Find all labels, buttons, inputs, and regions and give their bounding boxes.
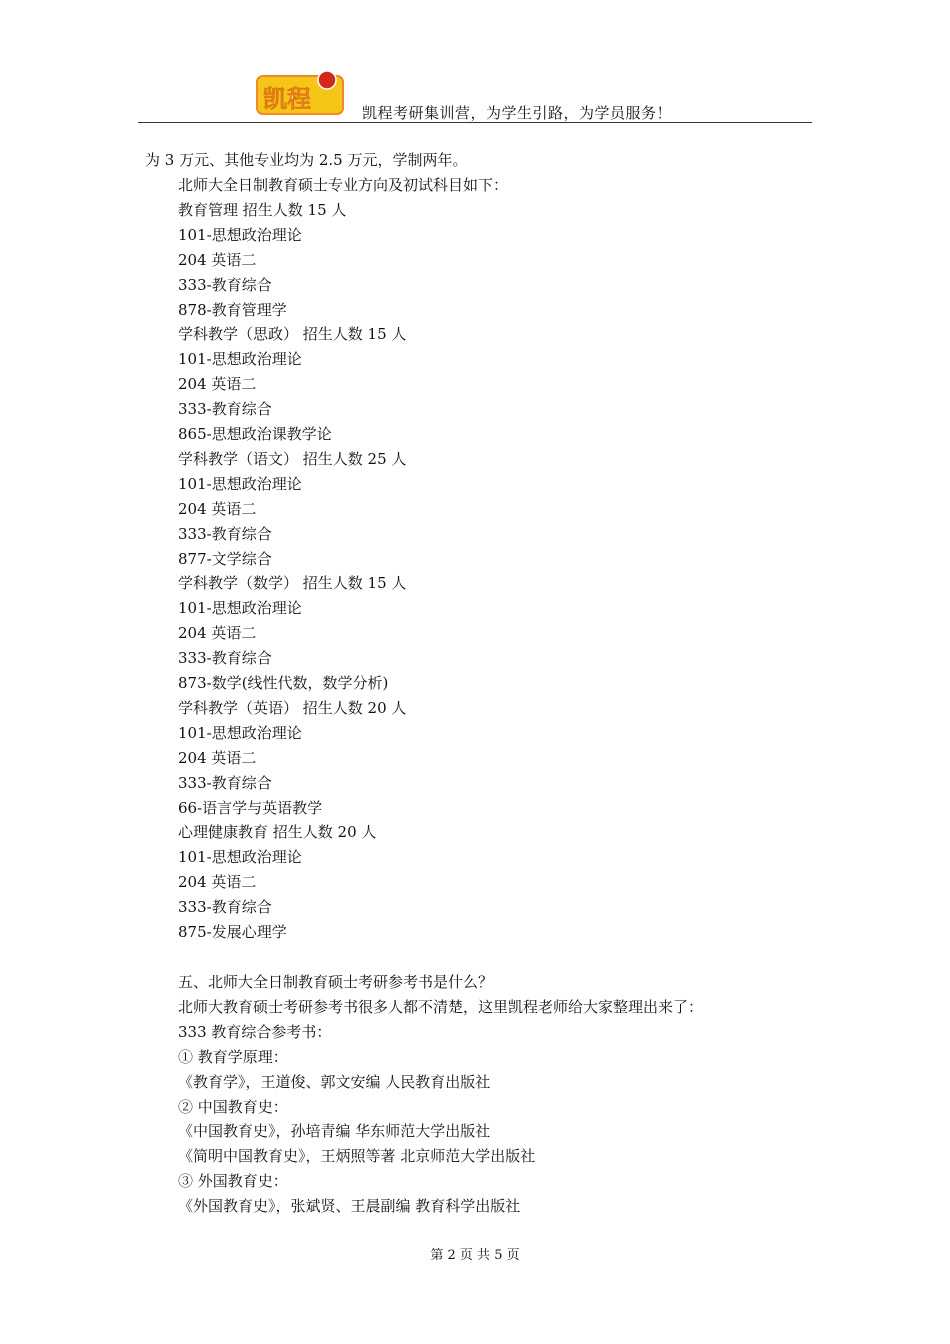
- body-line: 204 英语二: [178, 748, 257, 767]
- kaicheng-logo: [255, 66, 345, 116]
- body-line: 204 英语二: [178, 499, 257, 518]
- body-line: 《简明中国教育史》，王炳照等著 北京师范大学出版社: [178, 1147, 536, 1166]
- body-line: ① 教育学原理：: [178, 1047, 288, 1066]
- body-line: 《教育学》，王道俊、郭文安编 人民教育出版社: [178, 1072, 491, 1091]
- body-line: 五、北师大全日制教育硕士考研参考书是什么？: [178, 973, 494, 991]
- body-line: 101-思想政治理论: [178, 848, 302, 867]
- header-slogan: 凯程考研集训营，为学生引路，为学员服务！: [362, 104, 673, 122]
- body-line: 204 英语二: [178, 375, 257, 394]
- page-header: [0, 0, 950, 128]
- body-line: 101-思想政治理论: [178, 599, 302, 618]
- body-line: 心理健康教育 招生人数 20 人: [178, 823, 377, 842]
- body-line: 333 教育综合参考书：: [178, 1022, 332, 1041]
- body-line: 教育管理 招生人数 15 人: [178, 200, 347, 219]
- header-divider: [138, 122, 812, 123]
- body-line: 204 英语二: [178, 624, 257, 643]
- body-line: 学科教学（数学） 招生人数 15 人: [178, 574, 407, 593]
- body-line: 66-语言学与英语教学: [178, 798, 323, 817]
- page-footer: 第 2 页 共 5 页: [430, 1248, 520, 1263]
- body-line: 北师大全日制教育硕士专业方向及初试科目如下：: [178, 176, 509, 194]
- body-line: ③ 外国教育史：: [178, 1172, 288, 1191]
- body-line: 学科教学（英语） 招生人数 20 人: [178, 698, 407, 717]
- body-line: 333-教育综合: [178, 773, 272, 792]
- body-line: 877-文学综合: [178, 549, 272, 568]
- body-line: 333-教育综合: [178, 649, 272, 668]
- body-line: 333-教育综合: [178, 898, 272, 917]
- body-line: 北师大教育硕士考研参考书很多人都不清楚，这里凯程老师给大家整理出来了：: [178, 997, 704, 1016]
- body-line: 873-数学(线性代数，数学分析): [178, 674, 389, 692]
- body-line: 204 英语二: [178, 873, 257, 892]
- body-line: 学科教学（语文） 招生人数 25 人: [178, 449, 407, 468]
- body-line: 333-教育综合: [178, 275, 272, 294]
- body-line: 学科教学（思政） 招生人数 15 人: [178, 325, 407, 344]
- body-line: 《外国教育史》，张斌贤、王晨副编 教育科学出版社: [178, 1197, 521, 1216]
- body-line: 101-思想政治理论: [178, 474, 302, 493]
- body-line: 204 英语二: [178, 250, 257, 269]
- continuation-line: 为 3 万元、其他专业均为 2.5 万元，学制两年。: [145, 151, 468, 169]
- body-line: 333-教育综合: [178, 524, 272, 543]
- body-line: 《中国教育史》，孙培青编 华东师范大学出版社: [178, 1122, 491, 1141]
- svg-text:凯程: 凯程: [263, 85, 311, 113]
- body-line: 101-思想政治理论: [178, 723, 302, 742]
- body-line: 878-教育管理学: [178, 300, 287, 319]
- body-line: 101-思想政治理论: [178, 350, 302, 369]
- body-line: 875-发展心理学: [178, 923, 287, 941]
- body-line: 333-教育综合: [178, 400, 272, 419]
- body-line: 865-思想政治课教学论: [178, 425, 332, 443]
- body-line: ② 中国教育史：: [178, 1097, 288, 1116]
- body-line: 101-思想政治理论: [178, 225, 302, 244]
